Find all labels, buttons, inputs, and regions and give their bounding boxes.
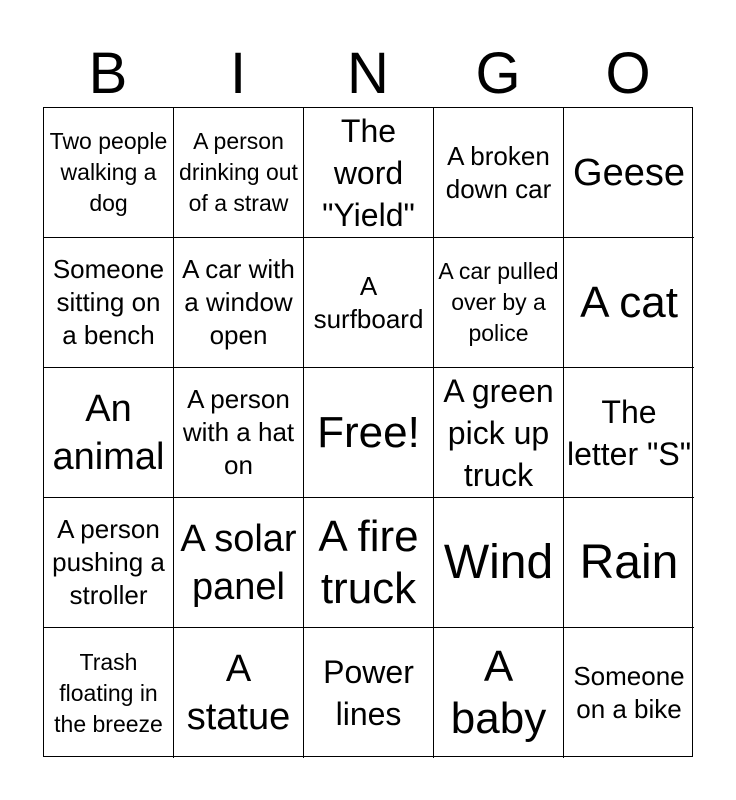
header-letter-o: O <box>605 41 651 106</box>
bingo-cell: A car pulled over by a police <box>434 238 564 368</box>
bingo-cell: The letter "S" <box>564 368 694 498</box>
bingo-cell: A surfboard <box>304 238 434 368</box>
header-letter-i: I <box>229 41 247 106</box>
bingo-cell: A solar panel <box>174 498 304 628</box>
bingo-cell: Rain <box>564 498 694 628</box>
bingo-cell: A car with a window open <box>174 238 304 368</box>
bingo-cell: Trash floating in the breeze <box>44 628 174 758</box>
bingo-card-grid <box>43 107 693 757</box>
bingo-cell: Geese <box>564 108 694 238</box>
header-letter-b: B <box>88 41 128 106</box>
bingo-cell: A broken down car <box>434 108 564 238</box>
bingo-cell: The word "Yield" <box>304 108 434 238</box>
bingo-cell: A fire truck <box>304 498 434 628</box>
bingo-cell: A green pick up truck <box>434 368 564 498</box>
bingo-cell: Power lines <box>304 628 434 758</box>
bingo-cell: An animal <box>44 368 174 498</box>
bingo-cell: A person pushing a stroller <box>44 498 174 628</box>
bingo-cell: Someone sitting on a bench <box>44 238 174 368</box>
bingo-cell: A baby <box>434 628 564 758</box>
bingo-cell: A person drinking out of a straw <box>174 108 304 238</box>
bingo-cell: A person with a hat on <box>174 368 304 498</box>
bingo-header <box>43 40 693 108</box>
bingo-cell: A statue <box>174 628 304 758</box>
bingo-cell: Wind <box>434 498 564 628</box>
bingo-cell: A cat <box>564 238 694 368</box>
header-letter-n: N <box>347 41 389 106</box>
bingo-cell: Two people walking a dog <box>44 108 174 238</box>
free-space-cell: Free! <box>304 368 434 498</box>
bingo-cell: Someone on a bike <box>573 661 685 724</box>
header-letter-g: G <box>475 41 521 106</box>
